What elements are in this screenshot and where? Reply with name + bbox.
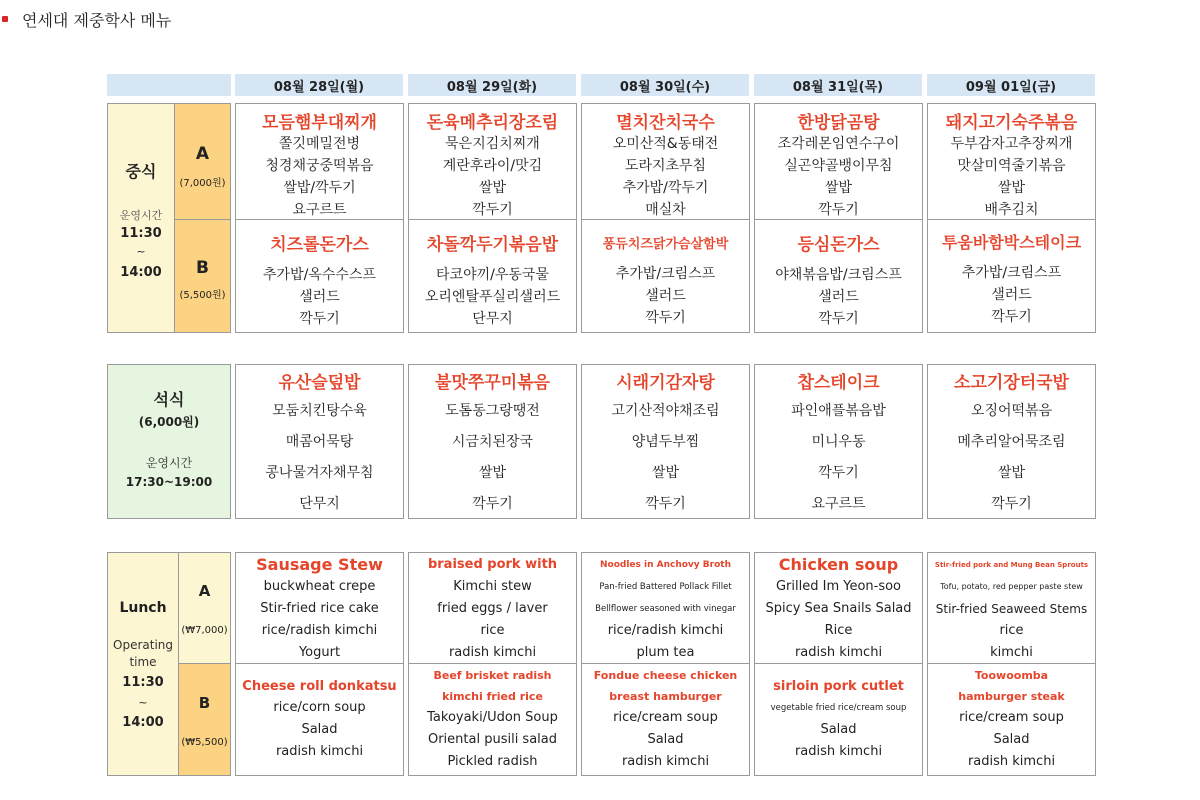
side-dish: Oriental pusili salad [427,732,558,747]
course-a-label: A [195,144,210,164]
main-dish: 차돌깍두기볶음밥 [426,235,559,255]
side-dish: 추가밥/크림스프 [615,266,716,282]
side-dish: 배추김치 [984,202,1039,218]
side-dish: rice/radish kimchi [261,623,378,638]
side-dish: Salad [301,722,338,737]
main-dish-line2: kimchi fried rice [442,690,543,703]
side-dish: Takoyaki/Udon Soup [427,710,558,725]
side-dish: 깍두기 [818,465,859,481]
menu-cell [927,364,1096,519]
menu-cell [408,103,577,220]
side-dish: 요구르트 [811,496,866,512]
side-dish: 쌀밥/깍두기 [283,180,356,196]
side-dish: 양념두부찜 [631,434,700,450]
side-dish: 추가밥/옥수수스프 [263,267,376,283]
side-dish: rice [480,623,505,638]
main-dish: 멸치잔치국수 [616,113,715,133]
course-a-label: A [198,582,211,600]
side-dish: 야채볶음밥/크림스프 [775,267,902,283]
side-dish: Kimchi stew [453,579,532,594]
lunch-en-time-label: Operating time [113,638,173,669]
side-dish: Salad [993,732,1030,747]
side-dish: rice/cream soup [613,710,718,725]
side-dish: 도라지초무침 [624,158,707,174]
side-dish: fried eggs / laver [437,601,548,616]
side-dish: plum tea [636,645,695,660]
main-dish: 등심돈가스 [797,235,880,255]
side-dish: 쫄깃메밀전병 [278,136,361,152]
side-dish: radish kimchi [448,645,537,660]
side-dish: 깍두기 [991,309,1032,325]
main-dish: 시래기감자탕 [616,373,715,393]
lunch-kr-time-end: 14:00 [120,265,162,280]
menu-cell [408,664,577,776]
main-dish: 한방닭곰탕 [797,113,880,133]
side-dish: 파인애플볶음밥 [791,403,886,419]
side-dish: 깍두기 [472,496,513,512]
lunch-kr-a-label-cell [175,103,231,220]
side-dish: 맛살미역줄기볶음 [957,158,1066,174]
main-dish: 돼지고기숙주볶음 [945,113,1078,133]
side-dish: 깍두기 [818,311,859,327]
side-dish: 깍두기 [818,202,859,218]
menu-cell [235,220,404,333]
main-dish: sirloin pork cutlet [773,679,904,694]
side-dish: Pickled radish [447,754,538,769]
menu-cell [927,103,1096,220]
side-dish: 타코야끼/우동국물 [436,267,549,283]
page-title: 연세대 제중학사 메뉴 [22,10,172,30]
side-dish: 두부감자고추장찌개 [950,136,1073,152]
title-bullet-icon [2,16,8,22]
side-dish: 샐러드 [818,289,859,305]
menu-cell [235,364,404,519]
side-dish: 계란후라이/맛김 [442,158,543,174]
side-dish: 시금치된장국 [451,434,534,450]
side-dish: 추가밥/깍두기 [622,180,709,196]
main-dish: 치즈롤돈가스 [270,235,369,255]
side-dish: 깍두기 [991,496,1032,512]
side-dish: 샐러드 [991,287,1032,303]
side-dish: Stir-fried Seaweed Stems [935,602,1088,616]
side-dish: Salad [820,722,857,737]
side-dish: Yogurt [298,645,341,660]
side-dish: 청경채궁중떡볶음 [265,158,374,174]
side-dish: Salad [647,732,684,747]
lunch-en-side [107,552,179,776]
side-dish: 콩나물겨자채무침 [265,465,374,481]
lunch-kr-label: 중식 [125,162,157,181]
main-dish: Fondue cheese chicken [593,669,738,682]
side-dish: buckwheat crepe [263,579,376,594]
side-dish: 고기산적야채조림 [611,403,720,419]
menu-cell [754,103,923,220]
lunch-kr-time-label: 운영시간 [119,209,163,222]
side-dish: 매콤어묵탕 [285,434,354,450]
day-header-blank [107,74,231,96]
side-dish: 도톰동그랑땡전 [445,403,540,419]
main-dish: 유산슬덮밥 [278,373,361,393]
side-dish: 쌀밥 [824,180,853,196]
side-dish: 깍두기 [299,311,340,327]
lunch-en-time-sep: ~ [138,696,148,709]
day-header: 08월 31일(목) [754,74,922,96]
side-dish: radish kimchi [794,645,883,660]
side-dish: rice [999,623,1024,638]
menu-cell [754,664,923,776]
main-dish: Sausage Stew [256,555,383,574]
side-dish: Grilled Im Yeon-soo [775,579,902,594]
side-dish: Bellflower seasoned with vinegar [595,604,736,614]
side-dish: 모둠치킨탕수육 [272,403,367,419]
side-dish: Spicy Sea Snails Salad [765,601,912,616]
menu-cell [235,103,404,220]
dinner-kr-label: 석식 [153,390,185,409]
side-dish: 오미산적&동태전 [612,136,719,152]
side-dish: radish kimchi [621,754,710,769]
page-header [0,6,171,32]
main-dish-line2: hamburger steak [958,690,1065,703]
main-dish: Stir-fried pork and Mung Bean Sprouts [934,561,1089,569]
course-b-price: (₩5,500) [181,737,228,748]
side-dish: 샐러드 [645,288,686,304]
lunch-en-a-label-cell [179,552,231,664]
lunch-kr-b-label-cell [175,220,231,333]
main-dish: Noodles in Anchovy Broth [599,560,731,570]
main-dish: 찹스테이크 [797,373,880,393]
course-a-price: (7,000원) [179,178,226,189]
menu-cell [581,664,750,776]
dinner-kr-time-label: 운영시간 [145,456,193,470]
menu-cell [408,552,577,664]
side-dish: 쌀밥 [651,465,680,481]
main-dish: Chicken soup [778,555,899,574]
lunch-en-time-end: 14:00 [122,715,164,730]
menu-cell [927,664,1096,776]
side-dish: 깍두기 [645,496,686,512]
side-dish: 요구르트 [292,202,347,218]
side-dish: Pan-fried Battered Pollack Fillet [599,582,732,592]
main-dish: Beef brisket radish [433,669,552,682]
menu-cell [927,220,1096,333]
day-header: 09월 01일(금) [927,74,1095,96]
dinner-kr-price: (6,000원) [138,415,200,429]
side-dish: 추가밥/크림스프 [961,265,1062,281]
menu-cell [408,220,577,333]
side-dish: radish kimchi [275,744,364,759]
menu-cell [581,220,750,333]
side-dish: 실곤약골뱅이무침 [784,158,893,174]
main-dish-line2: breast hamburger [609,690,722,703]
side-dish: 오리엔탈푸실리샐러드 [424,289,561,305]
side-dish: 샐러드 [299,289,340,305]
main-dish: Toowoomba [974,669,1049,682]
side-dish: rice/corn soup [273,700,366,715]
menu-cell [408,364,577,519]
side-dish: 오징어떡볶음 [970,403,1053,419]
course-b-label: B [196,258,209,278]
main-dish: braised pork with [427,557,558,572]
lunch-kr-time-start: 11:30 [120,226,162,241]
side-dish: 조각레몬임연수구이 [777,136,900,152]
dinner-kr-side [107,364,231,519]
lunch-en-label: Lunch [119,600,167,616]
side-dish: 쌀밥 [997,465,1026,481]
side-dish: 쌀밥 [478,180,507,196]
menu-cell [754,364,923,519]
side-dish: kimchi [990,645,1033,660]
dinner-kr-time-range: 17:30~19:00 [125,475,213,489]
lunch-kr-side [107,103,175,333]
side-dish: Rice [824,623,853,638]
side-dish: 깍두기 [645,310,686,326]
side-dish: 쌀밥 [478,465,507,481]
main-dish: 퐁듀치즈닭가슴살함박 [602,237,729,252]
side-dish: 묵은지김치찌개 [445,136,540,152]
side-dish: vegetable fried rice/cream soup [770,703,907,713]
course-b-label: B [198,694,211,712]
side-dish: 깍두기 [472,202,513,218]
menu-cell [581,364,750,519]
day-header: 08월 28일(월) [235,74,403,96]
main-dish: 투움바함박스테이크 [941,233,1082,252]
main-dish: 불맛쭈꾸미볶음 [435,373,550,393]
side-dish: 매실차 [645,202,686,218]
menu-cell [754,552,923,664]
main-dish: 모듬햄부대찌개 [262,113,377,133]
course-a-price: (₩7,000) [181,625,228,636]
main-dish: 돈육메추리장조림 [426,113,559,133]
side-dish: rice/radish kimchi [607,623,724,638]
lunch-en-b-label-cell [179,664,231,776]
menu-cell [927,552,1096,664]
side-dish: 단무지 [472,311,513,327]
main-dish: 소고기장터국밥 [954,373,1069,393]
menu-cell [581,103,750,220]
side-dish: Tofu, potato, red pepper paste stew [940,582,1083,591]
day-header: 08월 29일(화) [408,74,576,96]
day-header: 08월 30일(수) [581,74,749,96]
side-dish: 미니우동 [811,434,866,450]
lunch-kr-time-sep: ~ [136,245,146,258]
lunch-en-time-start: 11:30 [122,675,164,690]
menu-cell [235,664,404,776]
menu-cell [581,552,750,664]
main-dish: Cheese roll donkatsu [242,679,397,694]
side-dish: 메추리알어묵조림 [957,434,1066,450]
side-dish: 단무지 [299,496,340,512]
side-dish: Stir-fried rice cake [260,601,379,616]
side-dish: 쌀밥 [997,180,1026,196]
side-dish: radish kimchi [794,744,883,759]
menu-cell [235,552,404,664]
side-dish: radish kimchi [967,754,1056,769]
side-dish: rice/cream soup [959,710,1064,725]
course-b-price: (5,500원) [179,290,226,301]
menu-cell [754,220,923,333]
